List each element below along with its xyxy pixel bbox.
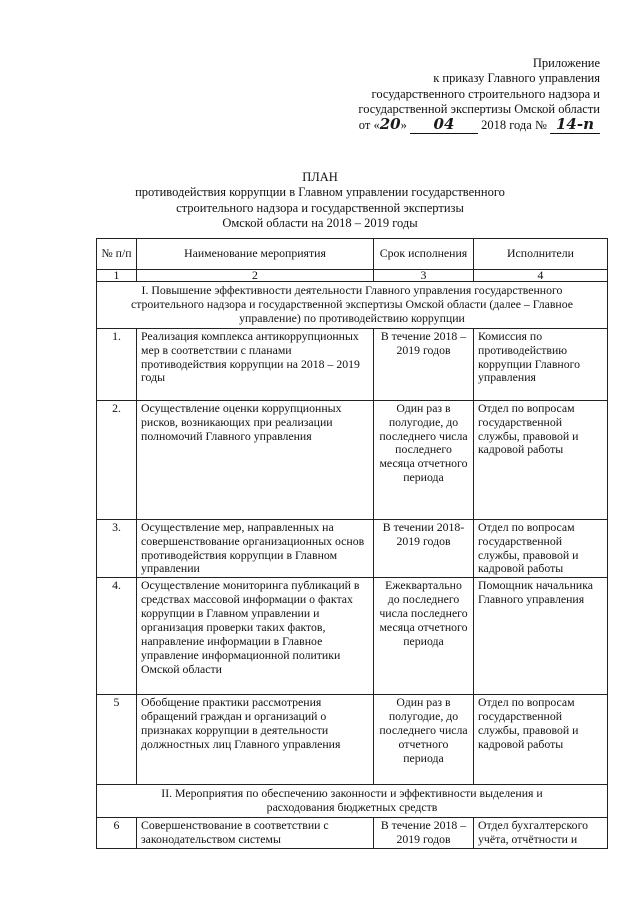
- row-exec: Помощник начальника Главного управления: [474, 578, 608, 695]
- section-heading: I. Повышение эффективности деятельности Главного управления государственного строительного надзора и государственной экспертизы Омской области (далее – Главное управление) по противодействию коррупции: [97, 282, 608, 329]
- date-day: 20: [379, 114, 401, 133]
- row-number: 6: [97, 818, 137, 849]
- row-number: 1.: [97, 328, 137, 400]
- order-number: 14-п: [555, 114, 594, 133]
- row-exec: Отдел по вопросам государственной службы, правовой и кадровой работы: [474, 695, 608, 785]
- appendix-line: государственной экспертизы Омской области: [358, 102, 600, 117]
- appendix-date-line: от «20» 04 2018 года № 14-п: [300, 118, 600, 134]
- header-exec: Исполнители: [474, 239, 608, 270]
- table-row: [97, 519, 608, 578]
- title-line: Омской области на 2018 – 2019 годы: [222, 215, 418, 230]
- order-number-field: [550, 114, 600, 134]
- row-term: В течение 2018 – 2019 годов: [374, 328, 474, 400]
- row-name: Осуществление мониторинга публикаций в средствах массовой информации о фактах коррупции в Главном управлении и организация проверки таких фактов, направление информации в Главное управление информационной политики Омской области: [137, 578, 374, 695]
- table-row: [97, 578, 608, 695]
- row-name: Совершенствование в соответствии с законодательством системы: [137, 818, 374, 849]
- title-line: строительного надзора и государственной экспертизы: [176, 200, 464, 215]
- table-row: [97, 400, 608, 519]
- row-name: Реализация комплекса антикоррупционных мер в соответствии с планами противодействия коррупции на 2018 – 2019 годы: [137, 328, 374, 400]
- date-year: 2018 года №: [481, 117, 547, 132]
- column-number: 3: [374, 270, 474, 282]
- section-row: [97, 282, 608, 329]
- column-number: 1: [97, 270, 137, 282]
- table-header-row: [97, 239, 608, 270]
- row-name: Осуществление мер, направленных на совершенствование организационных основ противодействия коррупции в Главном управлении: [137, 519, 374, 578]
- appendix-line: государственного строительного надзора и: [371, 86, 600, 101]
- row-term: Один раз в полугодие, до последнего числа последнего месяца отчетного периода: [374, 400, 474, 519]
- row-number: 2.: [97, 400, 137, 519]
- column-number-row: [97, 270, 608, 282]
- plan-table: [96, 238, 608, 849]
- row-name: Осуществление оценки коррупционных рисков, возникающих при реализации полномочий Главного управления: [137, 400, 374, 519]
- row-term: Ежеквартально до последнего числа последнего месяца отчетного периода: [374, 578, 474, 695]
- row-exec: Отдел по вопросам государственной службы, правовой и кадровой работы: [474, 400, 608, 519]
- column-number: 4: [474, 270, 608, 282]
- header-name: Наименование мероприятия: [137, 239, 374, 270]
- row-number: 3.: [97, 519, 137, 578]
- table-row: [97, 818, 608, 849]
- column-number: 2: [137, 270, 374, 282]
- title-heading: ПЛАН: [302, 170, 338, 184]
- row-term: В течении 2018-2019 годов: [374, 519, 474, 578]
- table-row: [97, 328, 608, 400]
- row-exec: Комиссия по противодействию коррупции Главного управления: [474, 328, 608, 400]
- row-term: Один раз в полугодие, до последнего числа отчетного периода: [374, 695, 474, 785]
- document-title: [60, 170, 580, 231]
- appendix-line: к приказу Главного управления: [433, 71, 600, 86]
- row-number: 4.: [97, 578, 137, 695]
- row-name: Обобщение практики рассмотрения обращений граждан и организаций о признаках коррупции в деятельности должностных лиц Главного управления: [137, 695, 374, 785]
- table-row: [97, 695, 608, 785]
- header-term: Срок исполнения: [374, 239, 474, 270]
- section-heading: II. Мероприятия по обеспечению законности и эффективности выделения и расходования бюджетных средств: [97, 785, 608, 818]
- section-row: [97, 785, 608, 818]
- row-exec: Отдел бухгалтерского учёта, отчётности и: [474, 818, 608, 849]
- header-no: № п/п: [97, 239, 137, 270]
- row-exec: Отдел по вопросам государственной службы, правовой и кадровой работы: [474, 519, 608, 578]
- row-number: 5: [97, 695, 137, 785]
- date-month: 04: [433, 114, 455, 133]
- appendix-block: [300, 56, 600, 134]
- date-month-field: [410, 114, 478, 134]
- appendix-line: Приложение: [532, 56, 600, 70]
- title-line: противодействия коррупции в Главном управлении государственного: [135, 185, 505, 200]
- row-term: В течение 2018 – 2019 годов: [374, 818, 474, 849]
